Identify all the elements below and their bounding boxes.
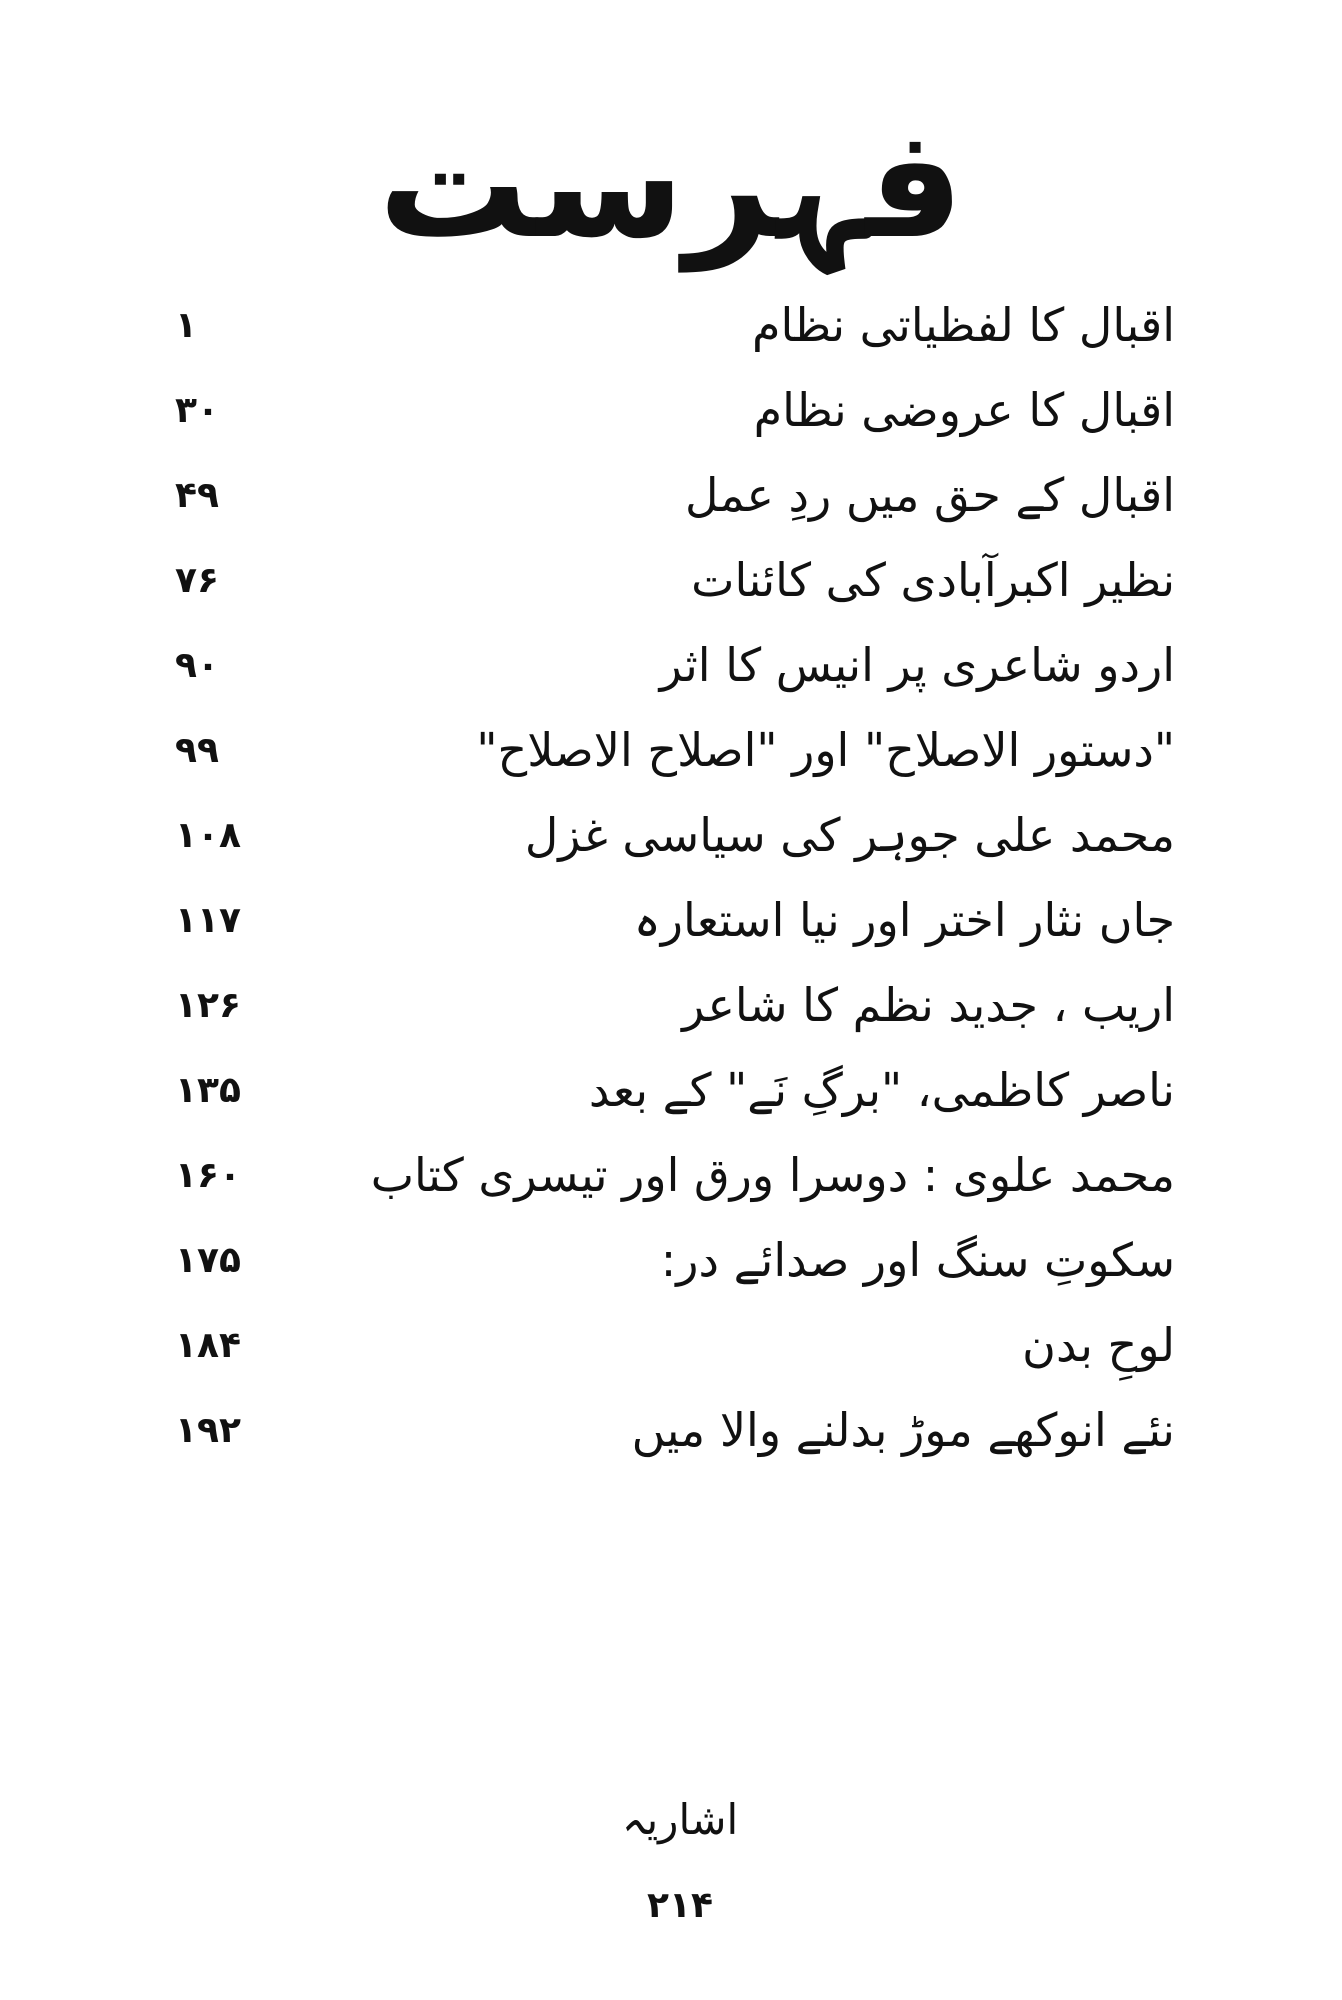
toc-entry — [175, 1225, 1175, 1295]
page-title: فہرست — [378, 98, 964, 272]
toc-entry-page: ۹۹ — [175, 729, 219, 771]
index-entry-page: ۲۱۴ — [647, 1885, 713, 1926]
toc-entry — [175, 885, 1175, 955]
toc-entry-title: نظیر اکبرآبادی کی کائنات — [691, 553, 1175, 607]
toc-entry-title: لوحِ بدن — [1022, 1318, 1175, 1372]
index-entry-label: اشاریہ — [621, 1795, 739, 1844]
toc-entry-page: ۳۰ — [175, 389, 219, 431]
toc-entry-title: اردو شاعری پر انیس کا اثر — [659, 638, 1175, 692]
toc-entry — [175, 375, 1175, 445]
toc-entry-page: ۹۰ — [175, 644, 219, 686]
toc-entry — [175, 460, 1175, 530]
toc-entry — [175, 1140, 1175, 1210]
toc-entry-title: اقبال کے حق میں ردِ عمل — [685, 468, 1175, 522]
toc-entry — [175, 800, 1175, 870]
toc-entry-title: محمد علوی : دوسرا ورق اور تیسری کتاب — [370, 1148, 1175, 1202]
toc-entry-page: ۱۰۸ — [175, 814, 241, 856]
toc-entry-page: ۷۶ — [175, 559, 219, 601]
toc-entry-page: ۱۶۰ — [175, 1154, 241, 1196]
toc-entry-page: ۱۲۶ — [175, 984, 241, 1026]
toc-entry-title: اقبال کا لفظیاتی نظام — [752, 298, 1175, 352]
toc-entry-page: ۴۹ — [175, 474, 219, 516]
toc-entry-title: جاں نثار اختر اور نیا استعارہ — [633, 893, 1175, 947]
toc-entry-title: نئے انوکھے موڑ بدلنے والا میں — [631, 1403, 1175, 1457]
toc-entry-page: ۱۳۵ — [175, 1069, 241, 1111]
toc-entry-title: محمد علی جوہر کی سیاسی غزل — [524, 808, 1175, 862]
toc-entry-title: ناصر کاظمی، "برگِ نَے" کے بعد — [588, 1063, 1175, 1117]
toc-entry-page: ۱ — [175, 304, 197, 346]
toc-entry — [175, 630, 1175, 700]
toc-entry-page: ۱۸۴ — [175, 1324, 241, 1366]
toc-entry-title: اقبال کا عروضی نظام — [753, 383, 1175, 437]
toc-entry — [175, 1310, 1175, 1380]
toc-entry-title: اریب ، جدید نظم کا شاعر — [682, 978, 1175, 1032]
toc-entry-page: ۱۱۷ — [175, 899, 241, 941]
toc-entry-page: ۱۷۵ — [175, 1239, 241, 1281]
toc-entry-page: ۱۹۲ — [175, 1409, 241, 1451]
toc-entry — [175, 970, 1175, 1040]
toc-entry — [175, 1055, 1175, 1125]
toc-entry — [175, 290, 1175, 360]
toc-entry-title: "دستور الاصلاح" اور "اصلاح الاصلاح" — [476, 723, 1175, 777]
toc-entry — [175, 1395, 1175, 1465]
toc-entry — [175, 715, 1175, 785]
toc-entry-title: سکوتِ سنگ اور صدائے در: — [660, 1233, 1175, 1287]
toc-entry — [175, 545, 1175, 615]
